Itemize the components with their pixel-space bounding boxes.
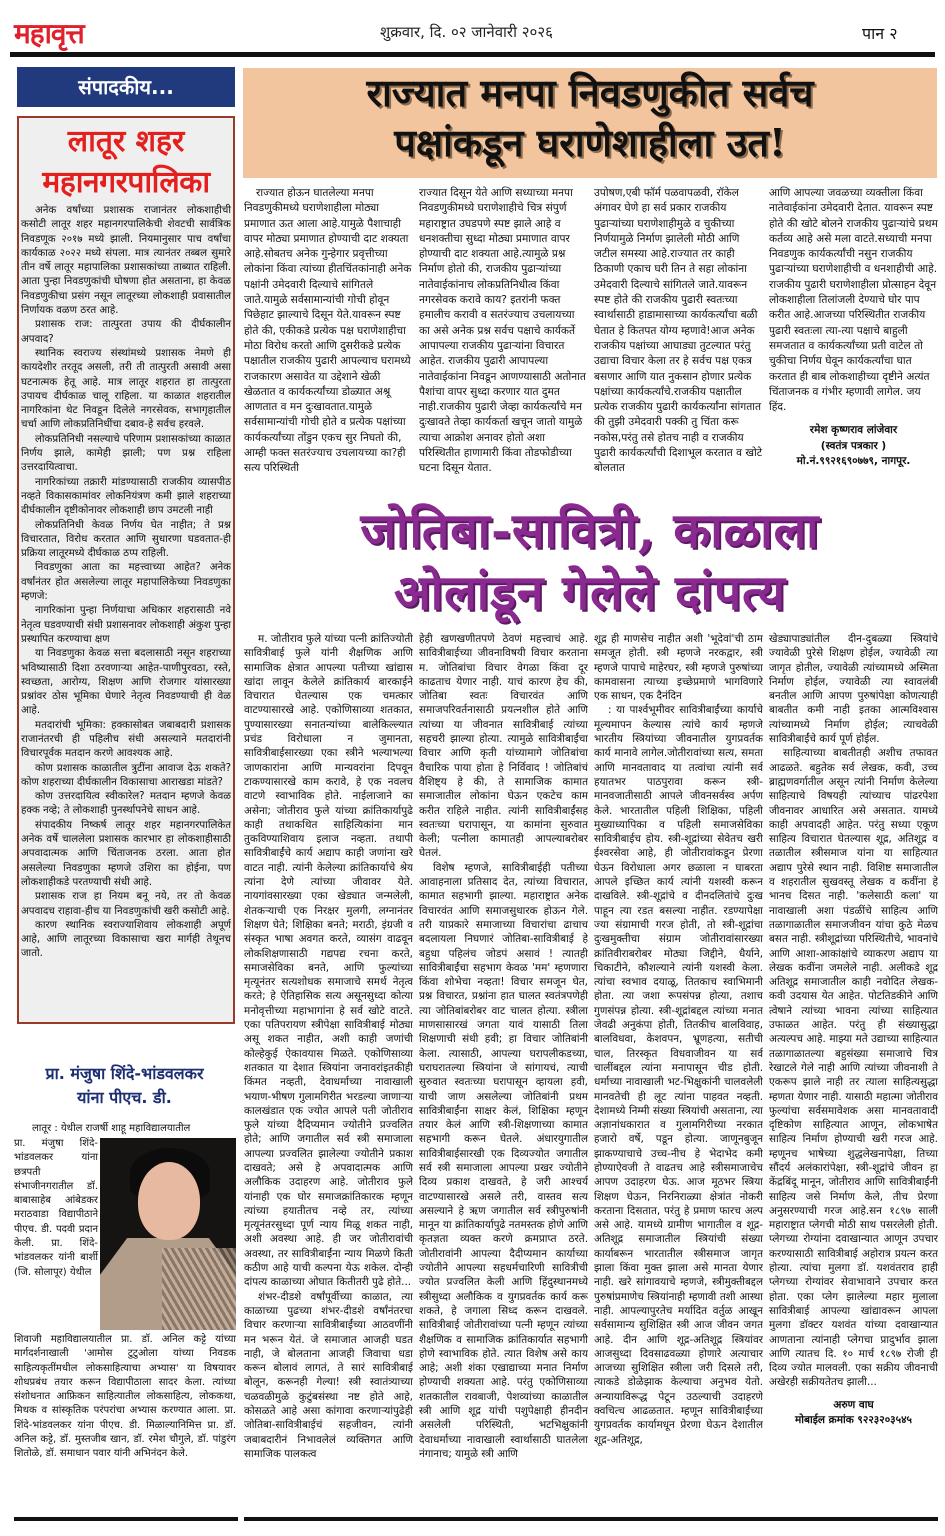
editorial-paragraph: लोकप्रतिनिधी केवळ निर्णय घेत नाहीत; ते प्रश्न विचारतात, विरोध करतात आणि सुधारणा घडवतात-ही प्रक्रिया लातूरमध्ये दीर्घकाळ ठप्प राहिली. — [21, 519, 231, 560]
portrait-photo — [100, 1138, 236, 1330]
editorial-title-line1: लातूर शहर — [67, 124, 185, 159]
article1-column — [594, 186, 763, 476]
phd-headline-line2: यांना पीएच. डी. — [77, 1088, 172, 1107]
article1-column — [769, 186, 938, 476]
editorial-paragraph: मतदारांची भूमिका: हक्कासोबत जबाबदारी प्रशासक राजानंतरची ही पहिलीच संधी असल्याने मतदारांनी विचारपूर्वक मतदान करणे आवश्यक आहे. — [21, 719, 231, 760]
article2-paragraph: शंभर-दीडशे वर्षांपूर्वीच्या काळात, त्या काळाच्या पुढच्या शंभर-दीडशे वर्षांनंतरचा विचार करणाऱ्या सावित्रीबाईंच्या आठवणींनी मन भरून येतं. जे समाजात आजही घडत नाही, जे बोलताना आजही जिवाचा धडा करून बोलावं लागतं, ते सारं सावित्रीबाई बोलून, करूनही गेल्या! स्त्री स्वातंत्र्याच्या चळवळीमुळे कुटुंबसंस्था नष्ट होते आहे, कोसळते आहे असा कांगावा करणाऱ्यांपुढेही जोतिबा-सावित्रीबाईचं सहजीवन, त्यांनी जबाबदारीनं निभावलेलं व्यक्तिगत आणि सामाजिक पालकत्व — [244, 1290, 413, 1460]
article2-paragraph: साहित्याच्या बाबतीतही अशीच तफावत आढळते. बहुतेक सर्व लेखक, कवी, उच्च ब्राह्मणवर्गातील असून त्यांनी निर्माण केलेल्या साहित्याचे विषयही त्यांच्याच पांढरपेशा जीवनावर आधारित असे असतात. यामध्ये काही अपवादही आहेत. परंतु सध्या एकूण साहित्य विचारात घेतल्यास शूद्र, अतिशूद्र व तळातील स्त्रीसमाज यांना या साहित्यात अद्याप पुरेसे स्थान नाही. विशिष्ट समाजातील व शहरातील सुखवस्तू लेखक व कवींना हे भानच दिसत नाही. 'कलेसाठी कला' या नावाखाली अशा पंडळींचे साहित्य आणि तळागाळातील समाजजीवन यांचा कुठे मेळच बसत नाही. स्त्रीशूद्रांच्या परिस्थितीचे, भावनांचे आणि आशा-आकांक्षांचे व्याकरण अद्याप या लेखक कवींना जमलेले नाही. अलीकडे शूद्र अतिशूद्र समाजातील काही नवोदित लेखक-कवी उदयास येत आहेत. पोटतिडकीने आणि त्वेषाने त्यांच्या भावना त्यांच्या साहित्यात उफाळत आहेत. परंतु ही संख्यासुद्धा अत्यल्पच आहे. माझ्या मते उद्याच्या साहित्यात तळागाळातल्या बहुसंख्या समाजाचे चित्र रेखाटले गेले नाही आणि त्यांच्या जीवनाशी ते एकरूप झाले नाही तर त्याला साहित्यसुद्धा म्हणता येणार नाही. यासाठी महात्मा जोतीराव फुल्यांचा सर्वसमावेशक असा मानवतावादी दृष्टिकोण साहित्यात आणून, लोकभाषेत साहित्य निर्माण होण्याची खरी गरज आहे. म्हणूनच भाषेच्या शुद्धलेखनापेक्षा, तिच्या सौंदर्य अलंकारांपेक्षा, स्त्री-शूद्रांचे जीवन हा केंद्रबिंदू मानून, जोतीराव आणि सावित्रीबाईंनी साहित्य जसे निर्माण केले, तीच प्रेरणा अनुसरण्याची गरज आहे.सन १८९७ साली महाराष्ट्रात प्लेगची मोठी साथ पसरलेली होती. प्लेगच्या रोग्यांना दवाखान्यात आणून उपचार करण्यासाठी सावित्रीबाई अहोरात्र प्रयत्न करत होत्या. त्यांचा मुलगा डॉ. यशवंतराव हाही प्लेगच्या रोग्यांवर सेवाभावाने उपचार करत होता. एका प्लेग झालेल्या महार मुलाला सावित्रीबाई आपल्या खांद्यावरून आपला मुलगा डॉक्टर यशवंत यांच्या दवाखान्यात आणताना त्यांनाही प्लेगचा प्रादुर्भाव झाला आणि त्यातच दि. १० मार्च १८९७ रोजी ही दिव्य ज्योत मालवली. एका सक्रीय जीवनाची अखेरही सक्रीयतेतच झाली... — [769, 747, 938, 1389]
phd-body: शिवाजी महाविद्यालयातील प्रा. डॉ. अनिल कट्टे यांच्या मार्गदर्शनाखाली 'आमोस टुटुओला यांच्या निवडक साहित्यकृतींमधील लोकसाहित्याचा अभ्यास' या विषयावर शोधप्रबंध तयार करून विद्यापीठाला सादर केला. त्यांच्या संशोधनात आफ्रिकन साहित्यातील लोकसाहित्य, लोककथा, मिथक व सांस्कृतिक परंपरांचा अभ्यास करण्यात आला. प्रा. शिंदे-भांडवलकर यांना पीएच. डी. मिळाल्यानिमित्त प्रा. डॉ. अनिल कट्टे, डॉ. मुस्तजीब खान, डॉ. रमेश चौगुले, डॉ. पांडुरंग शितोळे, डॉ. समाधान पवार यांनी अभिनंदन केले. — [14, 1334, 236, 1460]
article1-headline — [243, 68, 937, 178]
masthead — [0, 0, 945, 56]
editorial-banner: संपादकीय... — [17, 67, 235, 107]
phd-headline — [12, 1062, 237, 1110]
photo-face-shape — [138, 1162, 200, 1240]
editorial-box — [17, 116, 235, 1024]
article1-paragraph: राज्यात दिसून येते आणि सध्याच्या मनपा निवडणुकीमध्ये घराणेशाहीचे चित्र संपुर्ण महाराष्ट्रात उघडपणे स्पष्ट झाले आहे व धनशक्तीचा सुध्दा मोठ्या प्रमाणात वापर होण्याची दाट शक्यता आहे.त्यामुळे प्रश्न निर्माण होतो की, राजकीय पुढाऱ्यांच्या नातेवाईकांनाच लोकप्रतिनिधीत्व किंवा नगरसेवक करावे काय? इतरांनी फक्त हमालीच करावी व सतरंज्याच उचलायच्या का असे अनेक प्रश्न सर्वच पक्षाचे कार्यकर्ते आपापल्या राजकीय पुढाऱ्यांना विचारत आहेत. राजकीय पुढारी आपापल्या नातेवाईकांना निवडून आणण्यासाठी अतोनात पैशांचा वापर सुध्दा करणार यात दुमत नाही.राजकीय पुढारी जेव्हा कार्यकर्त्यांचे मन दुःखावते तेव्हा कार्यकर्ता खचून जातो यामुळे त्याचा आक्रोश अनावर होतो अशा परिस्थितीत हाणामारी किंवा तोडफोडीच्या घटना दिसून येतात. — [419, 187, 586, 475]
article1-body — [244, 186, 938, 476]
article2-headline-line1: जोतिबा-सावित्री, काळाला — [360, 503, 820, 559]
article1-headline-line2: पक्षांकडून घराणेशाहीला उत! — [394, 120, 786, 165]
article2-paragraph: हेही खणखणीतपणे ठेवणं महत्त्वाचं आहे. सावित्रीबाईच्या जीवनाविषयी विचार करताना म. जोतिबांचा विचार वेगळा किंवा दूर काढताच येणार नाही. याचं कारण हेच की, जोतिबा स्वतः विचारवंत आणि समाजपरिवर्तनासाठी प्रयत्नशील होते आणि त्यांच्या या जीवनात सावित्रीबाई त्यांच्या सहचरी झाल्या होत्या. त्यामुळे सावित्रीबाईंचा विचार आणि कृती यांच्यामागे जोतिबांचा वैचारिक पाया होता हे निर्विवाद ! जोतिबांचं वैशिष्ट्य हे की, ते सामाजिक कामात समाजातील लोकांना घेऊन एकटेच काम करीत राहिले नाहीत. त्यांनी सावित्रीबाईंसह स्वतःच्या घरापासून, या कामांना सुरुवात केली; पत्नीला कामातही आपल्याबरोबर घेतलं. — [419, 633, 588, 860]
phd-headline-line1: प्रा. मंजुषा शिंदे-भांडवलकर — [45, 1064, 204, 1083]
editorial-paragraph: कोण उत्तरदायित्व स्वीकारेल? मतदान म्हणजे केवळ हक्क नव्हे; ते लोकशाही पुनर्स्थापनेचे साधन आहे. — [21, 791, 231, 817]
editorial-subheading: प्रशासक राज: तात्पुरता उपाय की दीर्घकालीन अपवाद? — [21, 319, 231, 345]
article2-paragraph: म. जोतीराव फुले यांच्या पत्नी क्रांतिज्योती सावित्रीबाई फुले यांनी शैक्षणिक आणि सामाजिक क्षेत्रात आपल्या पतीच्या खांद्यास खांदा लावून केलेले क्रांतिकार्य बारकाईने विचारात घेतल्यास एक चमत्कार वाटण्यासारखे आहे. एकोणिसाव्या शतकात, पुण्यासारख्या सनातन्यांच्या बालेकिल्ल्यात प्रचंड विरोधाला न जुमानता, सावित्रीबाईसारख्या एका स्त्रीने भल्याभल्या जाणकारांना आणि मान्यवरांना दिपवून टाकण्यासारखे काम करावे, हे एक नवलच वाटणे स्वाभाविक होते. नाईलाजाने का असेना; जोतीराव फुले यांच्या क्रांतिकार्यापुढे काही तथाकथित साहित्यिकांना मान तुकविण्याशिवाय इलाज नव्हता. तथापी सावित्रीबाईंचे कार्य अद्याप काही जणांना खरे वाटत नाही. त्यांनी केलेल्या क्रांतिकार्याचे श्रेय त्यांना देणे त्यांच्या जीवावर येते. नायगांवसारख्या एका खेड्यात जन्मलेली, शेतकऱ्याची एक निरक्षर मुलगी, लग्नानंतर शिक्षण घेते; शिक्षिका बनते; मराठी, इंग्रजी व संस्कृत भाषा अवगत करते, व्यासंग वाढवून लोकशिक्षणासाठी गद्यपद्य रचना करते, समाजसेविका बनते, आणि फुल्यांच्या मृत्यूनंतर सत्यशोधक समाजाचे समर्थ नेतृत्व करते; हे ऐतिहासिक सत्य असूनसुध्दा कोत्या मनोवृत्तीच्या महाभागांना हे सर्व खोटे वाटते. एका पतिपरायण स्त्रीपेक्षा सावित्रीबाई मोठ्या असू शकत नाहीत, अशी काही जणांची कोल्हेकुई ऐकावयास मिळते. एकोणिसाव्या शतकात या देशात स्त्रियांना जनावरांइतकीही किंमत नव्हती, देवाधर्माच्या नावाखाली भयाण-भीषण गुलामगिरीत भरडल्या जाणाऱ्या कालखंडात एक ज्योत आपले पती जोतीराव फुले यांच्या दैदिप्यमान ज्योतीने प्रज्वलित होते; आणि जगातील सर्व स्त्री समाजाला आपल्या प्रज्वलित झालेल्या ज्योतीने प्रकाश दाखवते; असे हे अपवादात्मक आणि अलौकिक उदाहरण आहे. जोतीराव फुले यांनाही एक घोर समाजक्रांतिकारक म्हणून त्यांच्या हयातीतच नव्हे तर, त्यांच्या मृत्यूनंतरसुध्दा पूर्ण न्याय मिळू शकत नाही, अशी अवस्था आहे. ही जर जोतीरावांची अवस्था, तर सावित्रीबाईंना न्याय मिळणे किती कठीण आहे याची कल्पना येऊ शकेल. दोन्ही दांपत्य काळाच्या ओघात कितीतरी पुढे होते... — [244, 633, 413, 1289]
article1-headline-line1: राज्यात मनपा निवडणुकीत सर्वच — [366, 70, 814, 115]
editorial-paragraph: कारण स्थानिक स्वराज्याशिवाय लोकशाही अपूर्ण आहे, आणि लातूरच्या विकासाचा खरा मार्गही तेथूनच जातो. — [21, 919, 231, 960]
editorial-paragraph: प्रशासक राज हा नियम बनू नये, तर तो केवळ अपवादच राहावा-हीच या निवडणुकांची खरी कसोटी आहे. — [21, 891, 231, 917]
article2-paragraph: विशेष म्हणजे, सावित्रीबाईही पतीच्या आवाहनाला प्रतिसाद देत, त्यांच्या विचारात, कामात सहभागी झाल्या. महाराष्ट्रात अनेक विचारवंत आणि समाजसुधारक होऊन गेले. तरी याप्रकारे समाजाच्या विचारांचा ढाचाच बदलायला निघणारं जोतिबा-सावित्रीबाई हे बहुधा पहिलंच जोडपं असावं ! त्यातही सावित्रीबाईंचा सहभाग केवळ 'मम' म्हणणारा किंवा शोभेचा नव्हता! विचार समजून घेत, प्रश्न विचारत, प्रश्नांना हात घालत स्वतंत्रपणेही त्या जोतिबांबरोबर वाट चालत होत्या. स्त्रीला माणसासारखं जगता यावं यासाठी तिला शिक्षणाची संधी हवी; हा विचार जोतिबांनी केला. त्यासाठी, आपल्या घरापलीकडच्या, घराघरातल्या स्त्रियांना जे सांगायचं, त्याची सुरुवात स्वतःच्या घरापासून व्हायला हवी, याची जाण असलेल्या जोतिबांनी प्रथम सावित्रीबाईंना साक्षर केलं, शिक्षिका म्हणून तयार केलं आणि स्त्री-शिक्षणाच्या कामात सहभागी करून घेतले. अंधारयुगातील सावित्रीबाईसारखी एक दिव्यज्योत जगातील सर्व स्त्री समाजाला आपल्या प्रखर ज्योतीने दिव्य प्रकाश दाखवते, हे जरी आश्चर्य वाटण्यासारखे असले तरी, वास्तव सत्य असल्याने हे ऋण जगातील सर्व स्त्रीपुरुषांनी मानून या क्रांतिकार्यापुढे नतमस्तक होणे आणि कृतज्ञता व्यक्त करणे क्रमप्राप्त ठरते. जोतीरावांनी आपल्या दैदीप्यमान कार्याच्या ज्योतीने आपल्या सहधर्मचारिणी सावित्रीची ज्योत प्रज्वलित केली आणि हिंदुस्थानमध्ये स्त्रीसुध्दा अलौकिक व युगप्रवर्तक कार्य करू शकते, हे जगाला सिध्द करून दाखवले. सावित्रीबाई जोतीरावांच्या पत्नी म्हणून त्यांच्या शैक्षणिक व सामाजिक क्रांतिकार्यात सहभागी होणे स्वाभाविक होते. त्यात विशेष असे काय आहे; अशी शंका एखाद्याच्या मनात निर्माण होण्याची शक्यता आहे. परंतु एकोणिसाव्या शतकातील रावबाजी, पेशव्यांच्या काळातील स्त्री आणि शूद्र यांची पशुपेक्षाही हीनदीन असलेली परिस्थिती, भटभिक्षुकांनी देवाधर्माच्या नावाखाली स्वार्थासाठी घातलेला नंगानाच; यामुळे स्त्री आणि — [419, 861, 588, 1460]
article2-byline — [769, 1398, 938, 1429]
dateline: शुक्रवार, दि. ०२ जानेवारी २०२६ — [380, 23, 553, 41]
byline-role: (स्वतंत्र पत्रकार ) — [820, 439, 887, 452]
byline-contact: मोबाईल क्रमांक ९२२३२०३५४५ — [794, 1414, 913, 1427]
phd-side-text: प्रा. मंजुषा शिंदे-भांडवलकर यांना छत्रपती संभाजीनगरातील डॉ. बाबासाहेब आंबेडकर मराठवाडा विद्यापीठाने पीएच. डी. पदवी प्रदान केली. प्रा. शिंदे-भांडवलकर यांनी बार्शी (जि. सोलापूर) येथील — [14, 1138, 98, 1278]
editorial-title-line2: महानगरपालिका — [42, 165, 210, 200]
article2-paragraph: शूद्र ही माणसेच नाहीत अशी 'भूदेवां'ची ठाम समजूत होती. स्त्री म्हणजे नरकद्वार, स्त्री म्हणजे पापाचे माहेरघर, स्त्री म्हणजे पुरुषांच्या कामवासना त्याच्या इच्छेप्रमाणे भागविणारे एक साधन, एक दैनंदिन — [594, 633, 763, 703]
article1-paragraph: उपोषण,एबी फॉर्म पळवापळवी, रॉकेल अंगावर घेणे हा सर्व प्रकार राजकीय पुढाऱ्यांच्या घराणेशाहीमुळे व चुकीच्या निर्णयामुळे निर्माण झालेली मोठी आणि जटील समस्या आहे.राज्यात तर काही ठिकाणी एकाच घरी तिन ते सहा लोकांना उमेदवारी दिल्याचे सांगितले जाते.यावरून स्पष्ट होते की राजकीय पुढारी स्वतःच्या स्वार्थासाठी हाडामासाच्या कार्यकर्त्यांचा बळी घेतात हे कितपत योग्य म्हणावे!आज अनेक राजकीय पक्षांच्या आघाड्या तुटल्यात परंतु उद्याचा विचार केला तर हे सर्वच पक्ष एकत्र बसणार आणि यात नुकसान होणार प्रत्येक पक्षांच्या कार्यकर्त्यांचे.राजकीय पक्षातील प्रत्येक राजकीय पुढारी कार्यकर्त्यांना सांगतात की तुझी उमेदवारी पक्की तु चिंता करू नकोस,परंतु तसे होतच नाही व राजकीय पुढारी कार्यकर्त्यांची दिशाभूल करतात व खोटे बोलतात — [594, 187, 763, 475]
photo-saree-pattern — [162, 1248, 236, 1330]
article2-body — [244, 632, 938, 1512]
editorial-paragraph: कोण प्रशासक काळातील त्रुटींना आवाज देऊ शकते? कोण शहराच्या दीर्घकालीन विकासाचा आराखडा मांडते? — [21, 762, 231, 788]
phd-intro: लातूर : येथील राजर्षी शाहू महाविद्यालयातील — [32, 1123, 191, 1134]
article1-paragraph: राज्यात होऊन घातलेल्या मनपा निवडणुकीमध्ये घराणेशाहीला मोठ्या प्रमाणात ऊत आला आहे.यामुळे पैशाचाही वापर मोठ्या प्रमाणात होण्याची दाट शक्यता आहे.सोबतच अनेक गुन्हेगार प्रवृत्तीच्या लोकांना किंवा त्यांच्या हीतचिंतकांनाही अनेक पक्षांनी उमेदवारी दिल्याचे सांगितले जाते.यामुळे सर्वसामान्यांची गोची होवून पिछेहाट झाल्याचे दिसून येते.यावरून स्पष्ट होते की, एकीकडे प्रत्येक पक्ष घराणेशाहीचा मोठा विरोध करतो आणि दुसरीकडे प्रत्येक पक्षातील राजकीय पुढारी आपल्याच घरामध्ये राजकारण असावेत या उद्देशाने खेळी खेळतात व कार्यकर्त्यांच्या डोळ्यात अश्रू आणतात व मन दुःखावतात.यामुळे सर्वसामान्यांची गोची होते व प्रत्येक पक्षांच्या कार्यकर्त्यांच्या तोंडुन एकच सुर निघतो की, आम्ही फक्त सतरंज्याच उचलायच्या का?ही सत्य परिस्थिती — [244, 187, 412, 475]
article2-column — [594, 632, 763, 1512]
editorial-paragraph: अनेक वर्षांच्या प्रशासक राजानंतर लोकशाहीची कसोटी लातूर शहर महानगरपालिकेची शेवटची सार्वत्रिक निवडणूक २०१७ मध्ये झाली. नियमानुसार पाच वर्षांचा कार्यकाळ २०२२ मध्ये संपला. मात्र त्यानंतर तब्बल सुमारे तीन वर्षे लातूर महापालिका प्रशासकांच्या ताब्यात राहिली. आता पुन्हा निवडणुकांची घोषणा होत असताना, हा केवळ निवडणुकीचा प्रसंग नसून लातूरच्या लोकशाही प्रवासातील निर्णायक वळण ठरत आहे. — [21, 205, 231, 317]
editorial-paragraph: या निवडणुका केवळ सत्ता बदलासाठी नसून शहराच्या भविष्यासाठी दिशा ठरवणाऱ्या आहेत-पाणीपुरवठा, रस्ते, स्वच्छता, आरोग्य, शिक्षण आणि रोजगार यांसारख्या प्रश्नांवर ठोस भूमिका घेणारे नेतृत्व निवडण्याची ही वेळ आहे. — [21, 648, 231, 717]
masthead-divider — [10, 52, 935, 57]
editorial-paragraph: निवडणुका आता का महत्त्वाच्या आहेत? अनेक वर्षांनंतर होत असलेल्या लातूर महापालिकेच्या निवडणुका म्हणजे: — [21, 562, 231, 603]
editorial-paragraph: नागरिकांच्या तक्रारी मांडण्यासाठी राजकीय व्यासपीठ नव्हते विकासकामांवर लोकनियंत्रण कमी झाले शहराच्या दीर्घकालीन दृष्टीकोनावर लोकशाही छाप उमटली नाही — [21, 476, 231, 517]
editorial-paragraph: लोकप्रतिनिधी नसल्याचे परिणाम प्रशासकांच्या काळात निर्णय झाले, कामेही झाली; पण प्रश्न राहिला उत्तरदायित्वाचा. — [21, 433, 231, 474]
byline-name: रमेश कृष्णराव लांजेवार — [809, 424, 898, 437]
article2-column — [769, 632, 938, 1512]
article2-column — [419, 632, 588, 1512]
editorial-paragraph: स्थानिक स्वराज्य संस्थांमध्ये प्रशासक नेमणे ही कायदेशीर तरतूद असली, तरी ती तात्पुरती असावी असा घटनात्मक हेतू आहे. मात्र लातूर शहरात हा तात्पुरता उपायच दीर्घकाळ चालू राहिला. या काळात शहरातील नागरिकांना थेट निवडून दिलेले नगरसेवक, सभागृहातील चर्चा आणि लोकप्रतिनिधींचा दबाव-हे सर्वच हरवले. — [21, 347, 231, 431]
byline-contact: मो.नं.९९२१६९०७७९, नागपूर. — [796, 455, 911, 468]
byline-name: अरुण वाघ — [833, 1398, 874, 1411]
article2-paragraph: : या पार्श्वभूमीवर सावित्रीबाईंच्या कार्याचे मूल्यमापन केल्यास त्यांचे कार्य म्हणजे भारतीय स्त्रियांच्या जीवनातील युगप्रवर्तक कार्य मानावे लागेल.जोतीरावांच्या सत्य, समता आणि मानवतावाद या तत्वांचा त्यांनी सर्व हयातभर पाठपुरावा करून स्त्री-मानवजातीसाठी आपले जीवनसर्वस्व अर्पण केले. भारतातील पहिली शिक्षिका, पहिली मुख्याध्यापिका व पहिली समाजसेविका सावित्रीबाईच होय. स्त्री-शूद्रांच्या सेवेतच खरी ईश्वरसेवा आहे, ही जोतीरावांकडून प्रेरणा घेऊन विरोधाला अगर छळाला न घाबरता आपले इच्छित कार्य त्यांनी यशस्वी करून दाखविले. स्त्री-शूद्रांचे व दीनदलितांचे दुःख पाहून त्या रडत बसल्या नाहीत. रडण्यापेक्षा ज्या संग्रामाची गरज होती, तो स्त्री-शूद्रांचा दुःखमुक्तीचा संग्राम जोतीरावांसारख्या क्रांतिवीराबरोबर मोठ्या जिद्दीने, धैर्याने, चिकाटीने, कौशल्याने त्यांनी यशस्वी केला. त्यांचा स्वभाव दयाळू, तितकाच स्वाभिमानी होता. त्या जशा रूपसंपन्न होत्या, तशाच गुणसंपन्न होत्या. स्त्री-शूद्रांबद्दल त्यांच्या मनात जेवढी अनुकंपा होती, तितकीच बालविवाह, बालविधवा, केशवपन, भ्रूणहत्या, सतीची चाल, तिरस्कृत विधवाजीवन या सर्व चालींबद्दल त्यांना मनापासून चीड होती. धर्माच्या नावाखाली भट-भिक्षुकांनी चालवलेली मानवतेची ही लूट त्यांना पाहवत नव्हती. देशामध्ये निम्मी संख्या स्त्रियांची असताना, त्या अज्ञानांधकारात व गुलामगिरीच्या नरकात हजारो वर्षे, पडून होत्या. जाणूनबुजून झाकण्याचाचे उच्च-नीच हे भेदाभेद कमी होण्याऐवजी ते वाढतच आहे स्त्रीसमाजाचेच आपण उदाहरण घेऊ. आज मूठभर स्त्रिया शिक्षण घेऊन, निरनिराळ्या क्षेत्रांत नोकरी करताना दिसतात, परंतु हे प्रमाण फारच अल्प असे आहे. यामध्ये ग्रामीण भागातील व शूद्र-अतिशूद्र समाजातील स्त्रियांची संख्या कार्याबरून भारतातील स्त्रीसमाज जागृत झाला किंवा मुक्त झाला असे मानता येणार नाही. खरे सांगावयाचे म्हणजे, स्त्रीमुक्तीबद्दल पुरुषांप्रमाणेच स्त्रियांनाही म्हणावी तशी आस्था नाही. आपल्यापुरतेच मर्यादित वर्तुळ आखून सर्वसामान्य सुशिक्षित स्त्री आज जीवन जगत आहे. दीन आणि शूद्र-अतिशूद्र स्त्रियांवर आजसुध्दा दिवसाढवळ्या होणारे अत्याचार आजच्या सुशिक्षित स्त्रीला जरी दिसले तरी, त्याकडे डोळेझाक केल्याचा अनुभव येतो. अन्यायाविरूद्ध पेटून उठल्याची उदाहरणे क्वचित्च आढळतात. म्हणून सावित्रीबाईंच्या युगप्रवर्तक कार्यामधून प्रेरणा घेऊन देशातील शूद्र-अतिशूद्र, — [594, 704, 763, 1446]
article2-column — [244, 632, 413, 1512]
page-number: पान २ — [862, 24, 898, 43]
newspaper-logo[interactable]: महावृत्त — [14, 17, 84, 50]
article1-paragraph: आणि आपल्या जवळच्या व्यक्तीला किंवा नातेवाईकांना उमेदवारी देतात. यावरून स्पष्ट होते की खोटे बोलने राजकीय पुढाऱ्यांचे प्रथम कर्तव्य आहे असे मला वाटते.सध्याची मनपा निवडणुक कार्यकर्त्यांची नसुन राजकीय पुढाऱ्यांच्या घराणेशाहीची व धनशाहीची आहे. राजकीय पुढारी घराणेशाहीला प्रोत्साहन देवून लोकशाहीला तिलांजली देण्याचे घोर पाप करीत आहे.आजच्या परिस्थितीत राजकीय पुढारी स्वतःला त्या-त्या पक्षाचे बाहुली समजतात व कार्यकर्त्यांच्या प्रती वाटेल तो चुकीचा निर्णय घेवून कार्यकर्त्यांचा घात करतात ही बाब लोकशाहीच्या दृष्टीने अत्यंत चिंताजनक व गंभीर म्हणावी लागेल. जय हिंद. — [769, 187, 938, 414]
phd-divider — [14, 1517, 238, 1521]
article1-column — [419, 186, 588, 476]
editorial-paragraph: संपादकीय निष्कर्ष लातूर शहर महानगरपालिकेत अनेक वर्षे चाललेला प्रशासक कारभार हा लोकशाहीसाठी अपवादात्मक आणि चिंताजनक ठरला. आता होत असलेल्या निवडणुका म्हणजे उशिरा का होईना, पण लोकशाहीकडे परतण्याची संधी आहे. — [21, 819, 231, 888]
editorial-body — [21, 204, 231, 962]
article2-paragraph: खेड्यापाड्यांतील दीन-दुबळ्या स्त्रियांचे ज्यावेळी पुरेसे शिक्षण होईल, ज्यावेळी त्या जागृत होतील, ज्यावेळी त्यांच्यामध्ये अस्मिता निर्माण होईल, ज्यावेळी त्या स्वावलंबी बनतील आणि आपण पुरुषांपेक्षा कोणत्याही बाबतीत कमी नाही इतका आत्मविश्वास त्यांच्यामध्ये निर्माण होईल; त्याचवेळी सावित्रीबाईंचे कार्य पूर्ण होईल. — [769, 633, 938, 746]
article1-byline — [769, 423, 938, 470]
article1-column — [244, 186, 413, 476]
article2-divider — [244, 1517, 938, 1521]
editorial-paragraph: नागरिकांना पुन्हा निर्णयाचा अधिकार शहरासाठी नवे नेतृत्व घडवण्याची संधी प्रशासनावर लोकशाही अंकुश पुन्हा प्रस्थापित करण्याचा क्षण — [21, 605, 231, 645]
article2-headline-line2: ओलांडून गेलेले दांपत्य — [394, 565, 786, 621]
article2-headline — [243, 500, 937, 628]
